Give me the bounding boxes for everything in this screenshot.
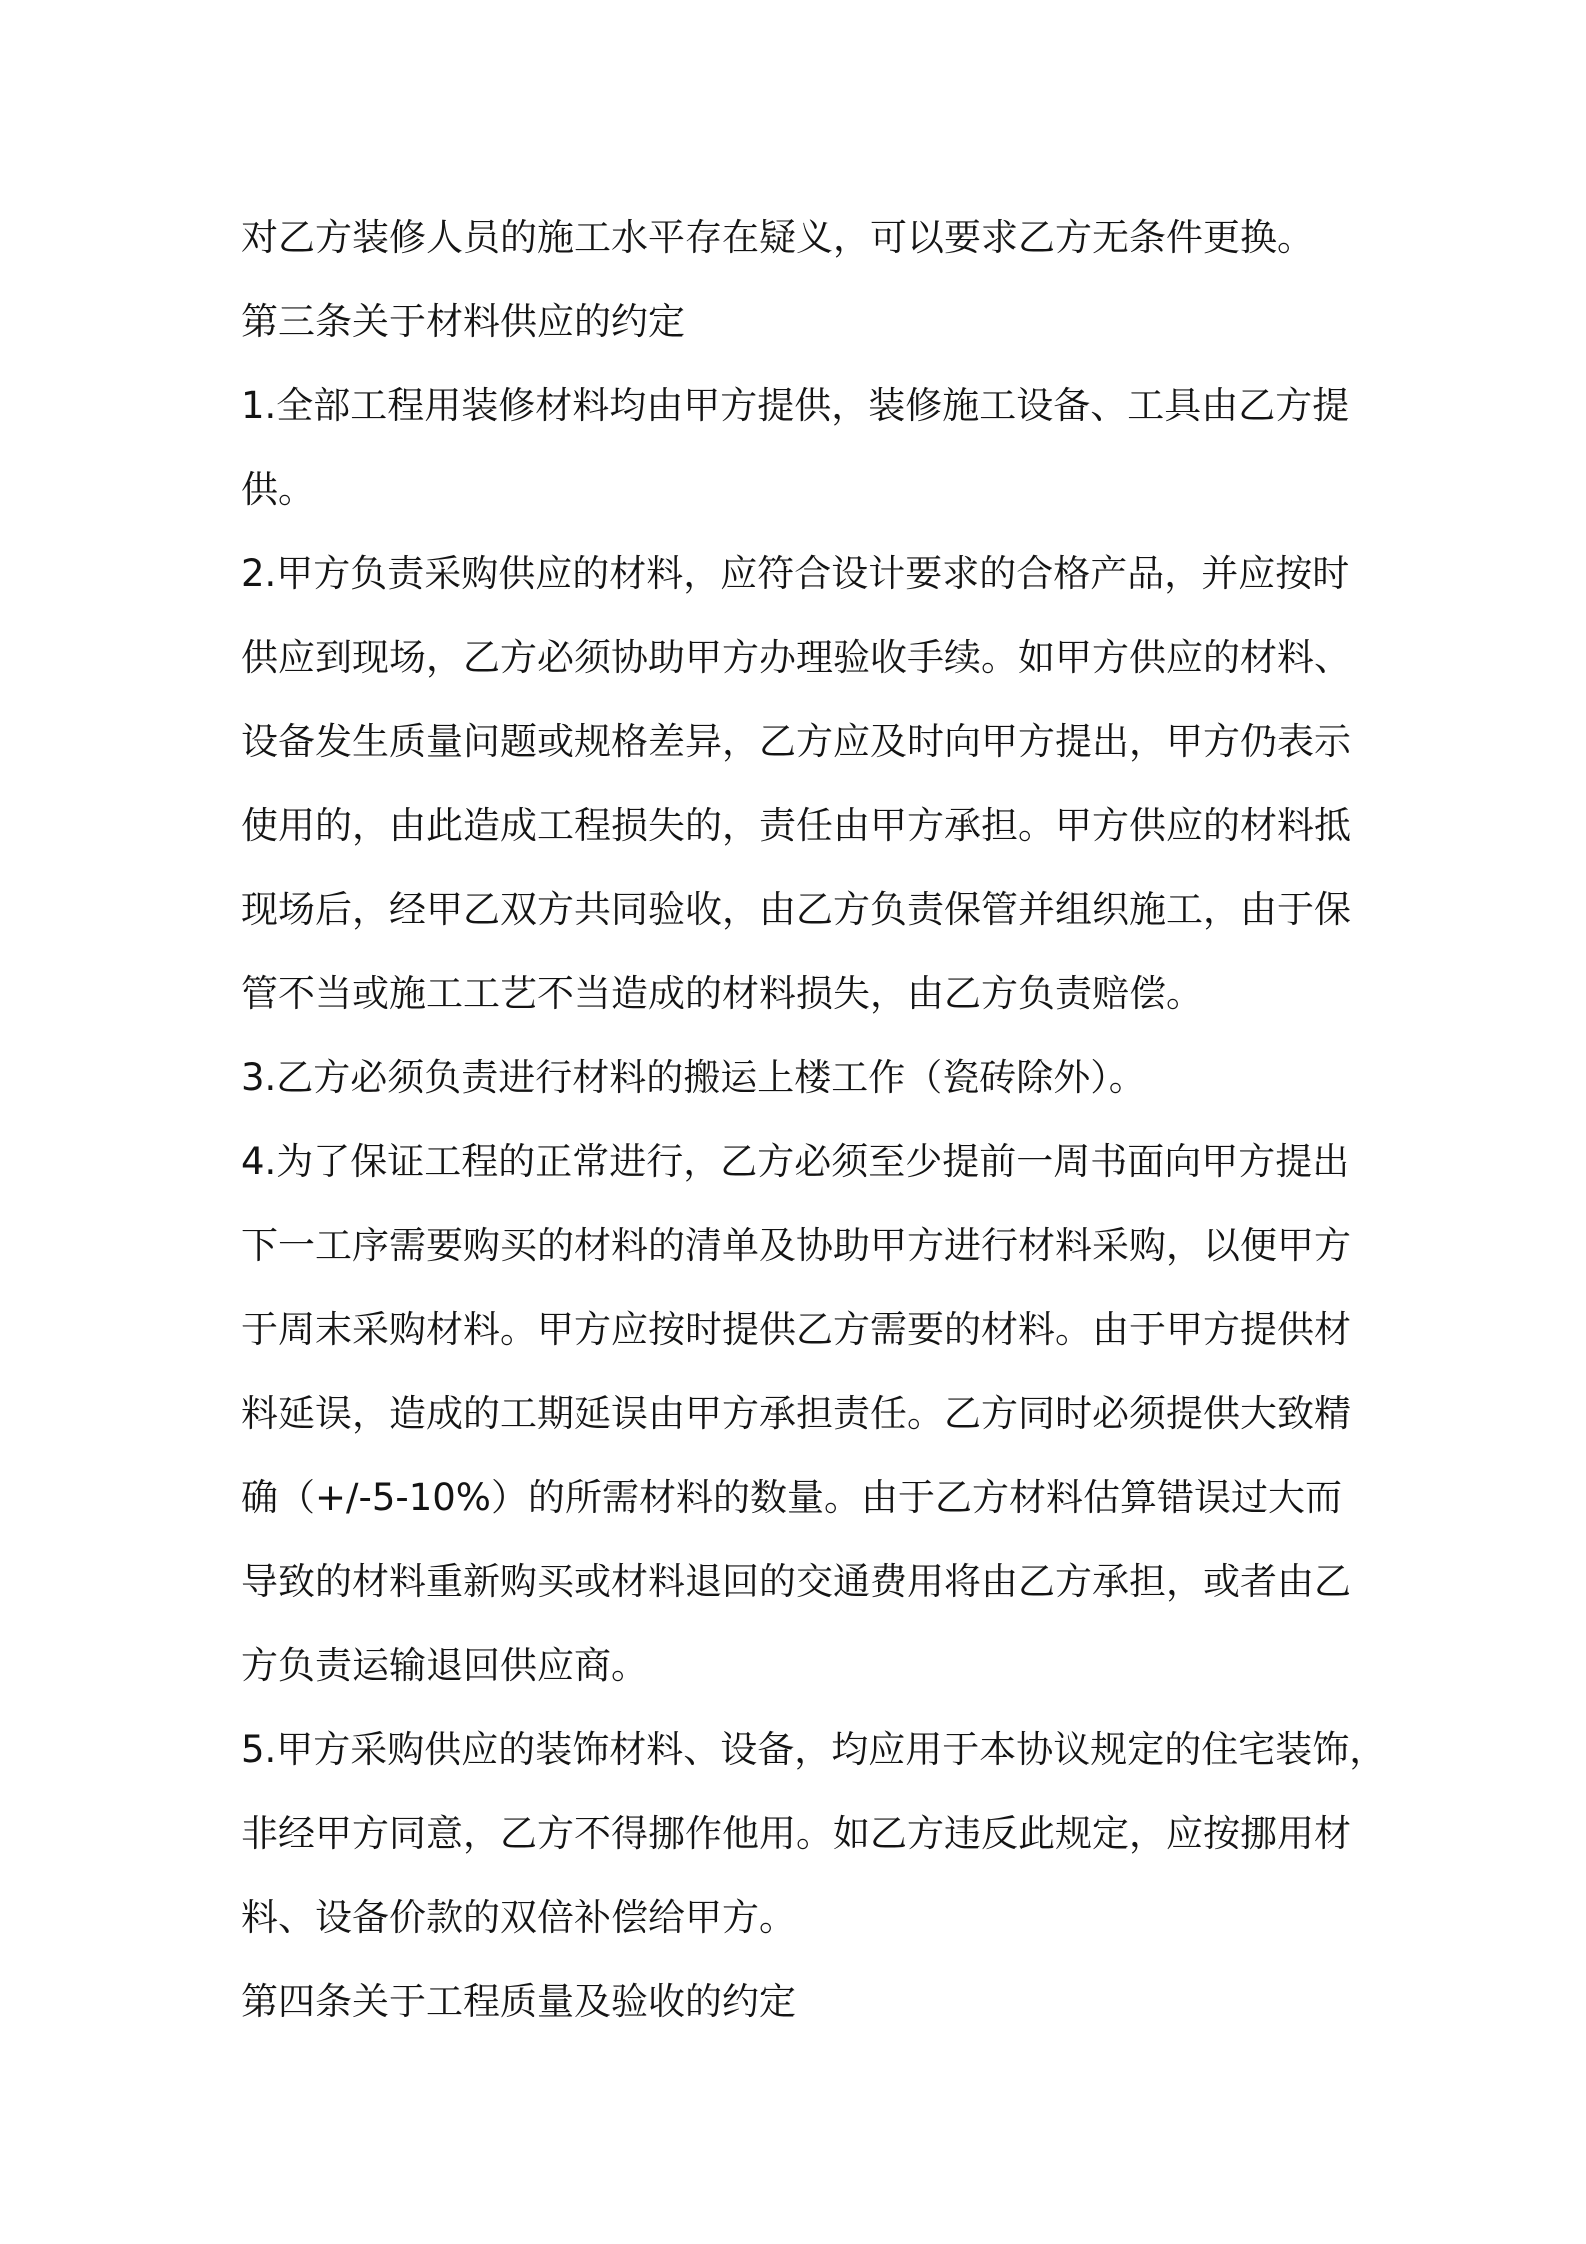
text-line: 管不当或施工工艺不当造成的材料损失，由乙方负责赔偿。 [241, 972, 1203, 1015]
text-line: 导致的材料重新购买或材料退回的交通费用将由乙方承担，或者由乙 [241, 1560, 1351, 1603]
text-line: 供应到现场，乙方必须协助甲方办理验收手续。如甲方供应的材料、 [241, 636, 1351, 679]
text-line: 供。 [241, 468, 315, 511]
text-line: 5.甲方采购供应的装饰材料、设备，均应用于本协议规定的住宅装饰， [241, 1728, 1387, 1771]
text-line: 非经甲方同意，乙方不得挪作他用。如乙方违反此规定，应按挪用材 [241, 1812, 1351, 1855]
text-line: 对乙方装修人员的施工水平存在疑义，可以要求乙方无条件更换。 [241, 216, 1314, 259]
text-line: 3.乙方必须负责进行材料的搬运上楼工作（瓷砖除外）。 [241, 1056, 1146, 1099]
section-heading: 第四条关于工程质量及验收的约定 [241, 1980, 796, 2023]
section-heading: 第三条关于材料供应的约定 [241, 300, 685, 343]
text-line: 料、设备价款的双倍补偿给甲方。 [241, 1896, 796, 1939]
text-line: 方负责运输退回供应商。 [241, 1644, 648, 1687]
text-line: 设备发生质量问题或规格差异，乙方应及时向甲方提出，甲方仍表示 [241, 720, 1351, 763]
text-line: 于周末采购材料。甲方应按时提供乙方需要的材料。由于甲方提供材 [241, 1308, 1351, 1351]
text-line: 确（+/-5-10%）的所需材料的数量。由于乙方材料估算错误过大而 [241, 1476, 1342, 1519]
text-line: 1.全部工程用装修材料均由甲方提供，装修施工设备、工具由乙方提 [241, 384, 1350, 427]
text-line: 现场后，经甲乙双方共同验收，由乙方负责保管并组织施工，由于保 [241, 888, 1351, 931]
text-line: 下一工序需要购买的材料的清单及协助甲方进行材料采购，以便甲方 [241, 1224, 1351, 1267]
text-line: 2.甲方负责采购供应的材料，应符合设计要求的合格产品，并应按时 [241, 552, 1350, 595]
document-body [241, 196, 1387, 2044]
text-line: 4.为了保证工程的正常进行，乙方必须至少提前一周书面向甲方提出 [241, 1140, 1350, 1183]
text-line: 使用的，由此造成工程损失的，责任由甲方承担。甲方供应的材料抵 [241, 804, 1351, 847]
text-line: 料延误，造成的工期延误由甲方承担责任。乙方同时必须提供大致精 [241, 1392, 1351, 1435]
